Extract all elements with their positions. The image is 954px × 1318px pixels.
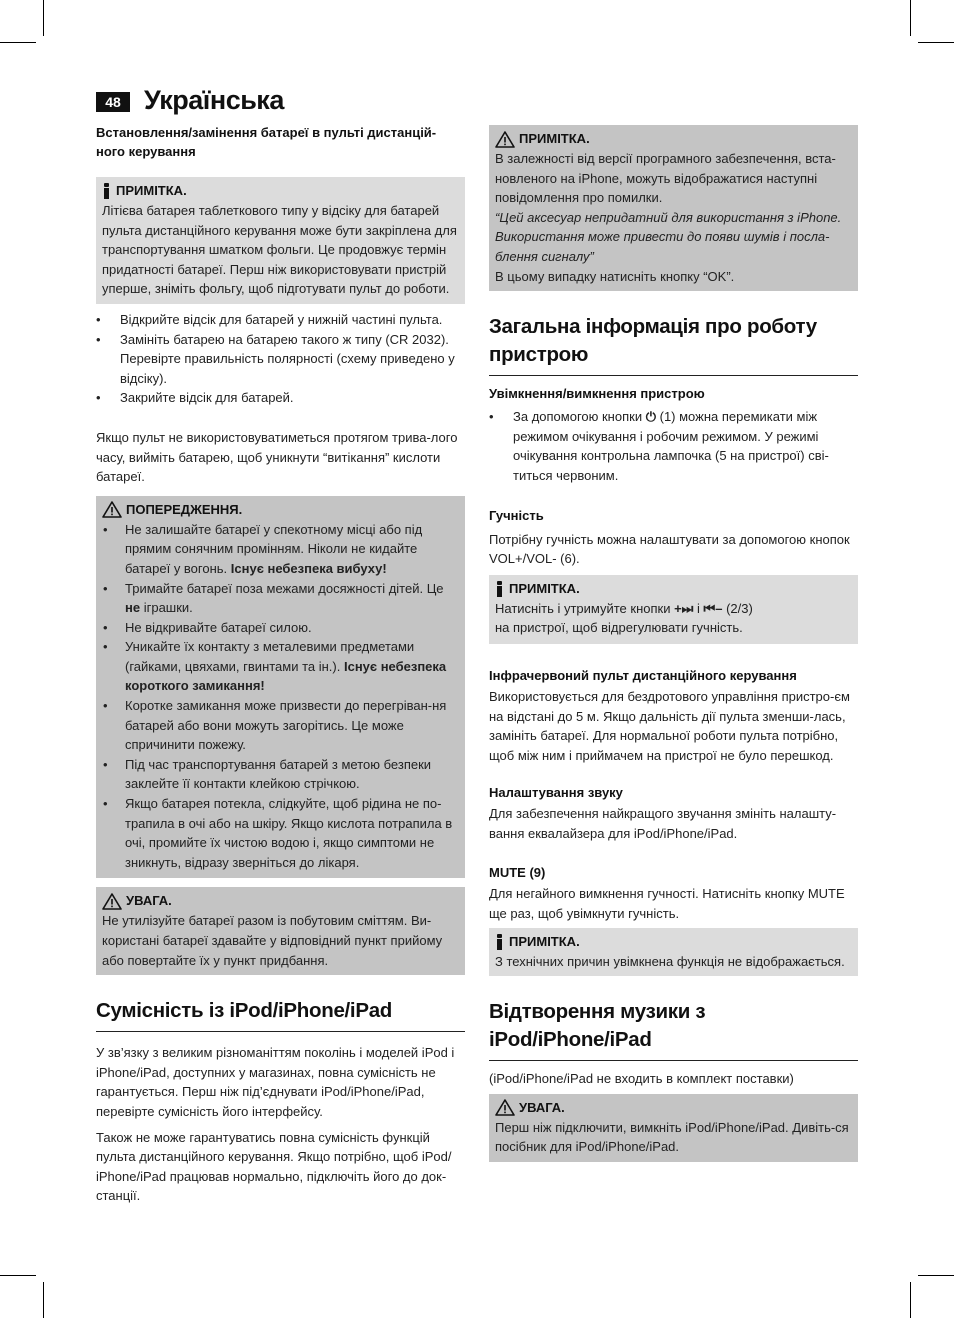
note-text: Літієва батарея таблеткового типу у відсіку для батарей пульта дистанційного керування може бути закріплена для транспортування шматком фольги. Це продовжує термін придатності батареї. Перш ніж використовувати пристрій уперше, зніміть фольгу, щоб підготувати пульт до роботи.	[102, 203, 457, 297]
list-item: • Якщо батарея потекла, слідкуйте, щоб рідина не по-трапила в очі або на шкіру. Якщо кислота потрапила в очі, промийте їх чистою водою і, якщо симптоми не зникнуть, відразу зверніться до лікаря.	[102, 794, 459, 872]
battery-steps	[96, 310, 465, 408]
volume-text: Потрібну гучність можна налаштувати за допомогою кнопок VOL+/VOL- (6).	[489, 531, 850, 567]
note-box-iphone	[489, 125, 858, 291]
power-icon: ⏻	[645, 409, 656, 425]
crop-mark	[43, 1282, 44, 1318]
sound-heading: Налаштування звуку	[489, 785, 623, 801]
warning-title: ПОПЕРЕДЖЕННЯ.	[102, 500, 459, 520]
warning-list	[102, 520, 459, 873]
crop-mark	[0, 1275, 36, 1276]
note-title: ПРИМІТКА.	[495, 129, 852, 149]
playback-section-title: Відтворення музики з iPod/iPhone/iPad	[489, 998, 858, 1061]
compat-paragraph-1: У зв’язку з великим різноманіттям поколінь і моделей iPod і iPhone/iPad, доступних у магазинах, повна сумісність не гарантується. Перш ніж під’єднувати iPod/iPhone/iPad, перевірте сумісність його інтерфейсу.	[96, 1045, 455, 1119]
caution-box-connect	[489, 1094, 858, 1162]
note-title: ПРИМІТКА.	[495, 579, 852, 599]
list-item: • Закрийте відсік для батарей.	[96, 388, 465, 408]
note-title: ПРИМІТКА.	[495, 932, 852, 952]
list-item: • Замініть батарею на батарею такого ж типу (CR 2032). Перевірте правильність полярності (схему приведено у відсіку).	[96, 330, 465, 389]
list-item: • Не залишайте батареї у спекотному місці або під прямим сонячним промінням. Ніколи не кидайте батареї у вогонь. Існує небезпека вибуху!	[102, 520, 459, 579]
list-item: • Уникайте їх контакту з металевими предметами (гайками, цвяхами, гвинтами та ін.). Існує небезпека короткого замикання!	[102, 637, 459, 696]
note-title: ПРИМІТКА.	[102, 181, 459, 201]
note-text: З технічних причин увімкнена функція не відображається.	[495, 953, 845, 969]
note-box-volume	[489, 575, 858, 644]
caution-title: УВАГА.	[495, 1098, 852, 1118]
general-section-title: Загальна інформація про роботу пристрою	[489, 313, 858, 376]
ir-text: Використовується для бездротового управління пристро-єм на відстані до 5 м. Якщо дальність дії пульта зменши-лась, замініть батареї. Для нормальної роботи пульта потрібно, щоб між ним і приймачем на пристрої не було перешкод.	[489, 688, 850, 763]
compat-section-title: Сумісність із iPod/iPhone/iPad	[96, 997, 465, 1032]
caution-text: Перш ніж підключити, вимкніть iPod/iPhone/iPad. Дивіть-ся посібник для iPod/iPhone/iPad.	[495, 1119, 849, 1155]
caution-title: УВАГА.	[102, 891, 459, 911]
left-column	[96, 123, 465, 1206]
list-item: • Тримайте батареї поза межами досяжності дітей. Це не іграшки.	[102, 579, 459, 618]
power-list	[489, 407, 858, 485]
list-item: • Коротке замикання може призвести до перегріван-ня батарей або вони можуть загорітись. Це може спричинити пожежу.	[102, 696, 459, 755]
note-text: на пристрої, щоб відрегулювати гучність.	[495, 620, 743, 636]
caution-text: Не утилізуйте батареї разом із побутовим сміттям. Ви-користані батареї здавайте у відповідний пункт прийому або повертайте їх у пункт придбання.	[102, 913, 443, 968]
crop-mark	[918, 42, 954, 43]
page-title: Українська	[144, 85, 284, 115]
note-box-mute	[489, 928, 858, 977]
info-icon	[495, 581, 505, 597]
note-text: Натисніть і утримуйте кнопки +⏭ і ⏮– (2/3)	[495, 600, 753, 616]
power-heading: Увімкнення/вимкнення пристрою	[489, 386, 705, 402]
page-number: 48	[96, 92, 130, 112]
info-icon	[495, 934, 505, 950]
volume-up-next-icon: +⏭	[674, 600, 694, 616]
list-item: • Не відкривайте батареї силою.	[102, 618, 459, 638]
mute-text: Для негайного вимкнення гучності. Натисніть кнопку MUTE ще раз, щоб увімкнути гучність.	[489, 886, 845, 922]
error-message-quote: “Цей аксесуар непридатний для використання з iPhone. Використання може привести до появи шумів і посла-блення сигналу”	[495, 209, 842, 264]
list-item: • За допомогою кнопки ⏻ (1) можна перемикати між режимом очікування і робочим режимом. У режимі очікування контрольна лампочка (5 на пристрої) сві-титься червоним.	[489, 407, 858, 485]
warning-triangle-icon	[102, 893, 122, 910]
list-item: • Під час транспортування батарей з метою безпеки заклейте її контакти клейкою стрічкою.	[102, 755, 459, 794]
info-icon	[102, 183, 112, 199]
crop-mark	[910, 1282, 911, 1318]
battery-heading: Встановлення/замінення батареї в пульті дистанцій-ного керування	[96, 125, 437, 159]
crop-mark	[0, 42, 36, 43]
crop-mark	[43, 0, 44, 36]
warning-box	[96, 496, 465, 879]
warning-triangle-icon	[495, 1099, 515, 1116]
volume-heading: Гучність	[489, 507, 544, 523]
crop-mark	[910, 0, 911, 36]
right-column	[489, 123, 858, 1162]
note-text: В залежності від версії програмного забезпечення, вста-новленого на iPhone, можуть відображатися наступні повідомлення про помилки.	[495, 151, 836, 206]
mute-heading: MUTE (9)	[489, 865, 546, 881]
warning-triangle-icon	[102, 501, 122, 518]
ir-heading: Інфрачервоний пульт дистанційного керування	[489, 667, 797, 683]
sound-text: Для забезпечення найкращого звучання змініть налашту-вання еквалайзера для iPod/iPhone/iPad.	[489, 806, 837, 841]
note-box-battery	[96, 177, 465, 304]
compat-paragraph-2: Також не може гарантуватись повна сумісність функцій пульта дистанційного керування. Якщо потрібно, щоб iPod/ iPhone/iPad працював нормально, підключіть його до док-станції.	[96, 1129, 452, 1204]
caution-box-disposal	[96, 887, 465, 975]
warning-triangle-icon	[495, 131, 515, 148]
long-unused-text: Якщо пульт не використовуватиметься протягом трива-лого часу, вийміть батарею, щоб уникнути “витікання” кислоти батареї.	[96, 429, 458, 485]
note-text: В цьому випадку натисніть кнопку “OK”.	[495, 268, 735, 284]
volume-down-prev-icon: ⏮–	[703, 600, 723, 616]
playback-note: (iPod/iPhone/iPad не входить в комплект поставки)	[489, 1071, 794, 1087]
list-item: • Відкрийте відсік для батарей у нижній частині пульта.	[96, 310, 465, 330]
crop-mark	[918, 1275, 954, 1276]
